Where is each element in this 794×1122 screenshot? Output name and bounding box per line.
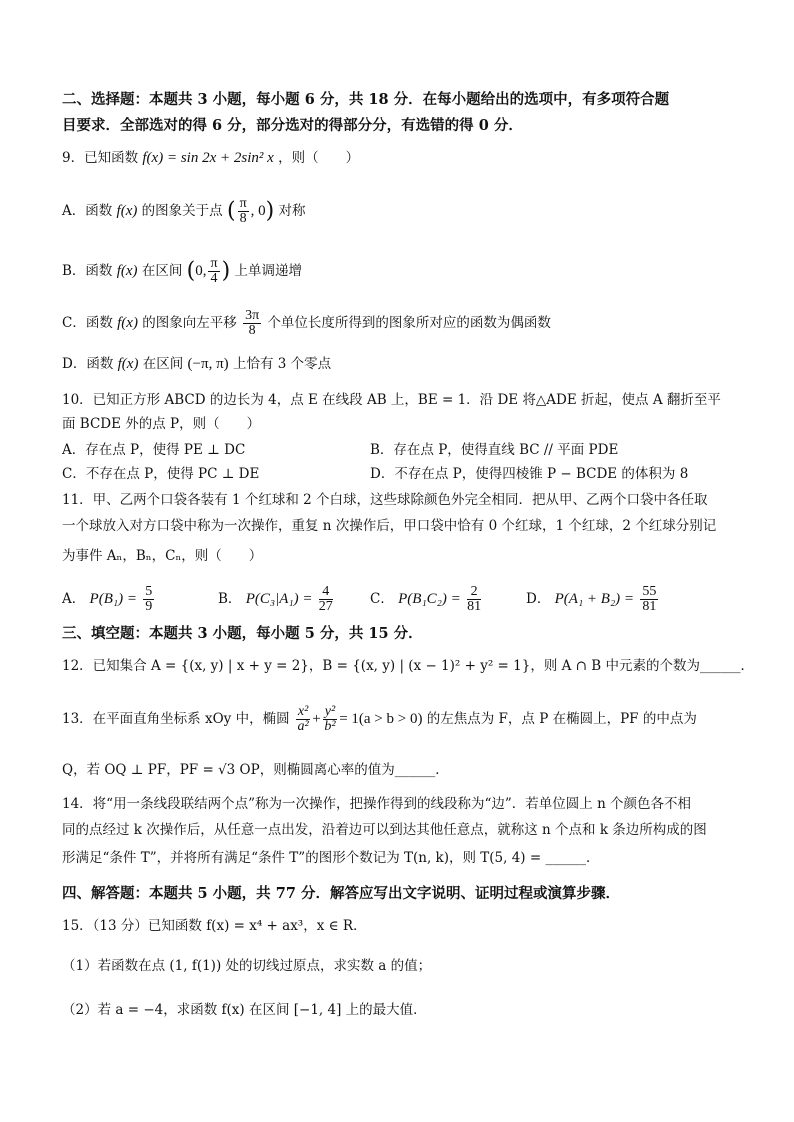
q11-b-fraction [319, 585, 333, 614]
q9-a-right-paren: ) [265, 198, 275, 224]
q9-b-prefix: B．函数 [62, 263, 113, 279]
q9-option-b [62, 254, 738, 289]
q9-b-denominator: 4 [210, 271, 218, 286]
q13-plus: + [312, 711, 321, 727]
q10-stem-line-2: 面 BCDE 外的点 P，则（ ） [62, 416, 261, 432]
q9-option-d [62, 354, 738, 374]
q11-d-denominator: 81 [642, 599, 657, 614]
q14-stem-line-3: 形满足“条件 T”，并将所有满足“条件 T”的图形个数记为 T(n, k)，则 T(5, 4) = ______． [62, 850, 600, 866]
q9-b-numerator: π [210, 256, 218, 271]
q9-stem [62, 148, 738, 168]
q9-c-fraction [243, 309, 261, 338]
q12-stem: 12．已知集合 A = {(x, y) | x + y = 2}，B = {(x, y) | (x − 1)² + y² = 1}，则 A ∩ B 中元素的个数为______． [62, 658, 754, 674]
q11-b-numerator: 4 [319, 585, 333, 600]
q11-a-fraction [143, 585, 154, 614]
q11-d-prefix: D． [526, 591, 551, 607]
q9-c-prefix: C．函数 [62, 315, 113, 331]
q9-a-suffix: 对称 [278, 203, 306, 219]
q13-x-numerator: x² [297, 704, 309, 719]
q15-stem: 15．（13 分）已知函数 f(x) = x⁴ + ax³，x ∈ R． [62, 918, 367, 934]
q11-d-expression: P(A₁ + B₂) = [554, 591, 635, 607]
q13-equation-rest: = 1(a > b > 0) [339, 711, 423, 727]
q11-d-fraction [640, 585, 658, 614]
q11-a-prefix: A． [62, 591, 86, 607]
q11-c-denominator: 81 [467, 599, 482, 614]
q9-b-left-paren: ( [186, 258, 196, 284]
q13-y-denominator: b² [324, 719, 336, 734]
q9-b-interval-left: 0, [195, 263, 207, 279]
q9-b-suffix: 上单调递增 [234, 263, 302, 279]
q9-a-point-rest: , 0 [250, 203, 266, 219]
q9-stem-suffix: ，则（ ） [278, 150, 360, 166]
q14-stem-line-1: 14．将“用一条线段联结两个点”称为一次操作，把操作得到的线段称为“边”．若单位圆上 n 个颜色各不相 [62, 796, 692, 812]
q13-text-suffix: 的左焦点为 F，点 P 在椭圆上，PF 的中点为 [426, 711, 697, 727]
q11-stem-line-3: 为事件 Aₙ，Bₙ，Cₙ，则（ ） [62, 548, 263, 564]
q10-option-d: D．不存在点 P，使得四棱锥 P − BCDE 的体积为 8 [370, 466, 689, 482]
q10-option-b: B．存在点 P，使得直线 BC // 平面 PDE [370, 442, 619, 458]
q13-fraction-y [323, 705, 337, 734]
q11-c-prefix: C． [370, 591, 394, 607]
q9-function: f(x) = sin 2x + 2sin² x [142, 150, 274, 166]
q9-c-suffix: 个单位长度所得到的图象所对应的函数为偶函数 [267, 315, 551, 331]
q11-b-expression: P(C₃|A₁) = [245, 591, 313, 607]
q10-stem-line-1: 10．已知正方形 ABCD 的边长为 4，点 E 在线段 AB 上，BE = 1．沿 DE 将△ADE 折起，使点 A 翻折至平 [62, 392, 721, 408]
q11-option-d [526, 582, 660, 616]
q9-stem-text: 9．已知函数 [62, 150, 139, 166]
q11-c-fraction [467, 585, 481, 614]
q11-c-numerator: 2 [467, 585, 481, 600]
section-2-heading-line-2: 目要求．全部选对的得 6 分，部分选对的得部分分，有选错的得 0 分． [62, 117, 523, 134]
q9-b-fraction [208, 257, 219, 286]
q9-d-interval: (−π, π) [187, 356, 229, 372]
q13-stem-line-2: Q，若 OQ ⊥ PF，PF = √3 OP，则椭圆离心率的值为______． [62, 762, 449, 778]
q9-d-suffix: 上恰有 3 个零点 [232, 356, 332, 372]
q11-c-expression: P(B₁C₂) = [398, 591, 461, 607]
q9-a-left-paren: ( [226, 198, 236, 224]
q11-a-numerator: 5 [145, 584, 153, 599]
q11-stem-line-1: 11．甲、乙两个口袋各装有 1 个红球和 2 个白球，这些球除颜色外完全相同．把从甲、乙两个口袋中各任取 [62, 492, 708, 508]
q13-fraction-x [296, 705, 310, 734]
q9-c-numerator: 3π [245, 308, 260, 323]
q10-option-a: A．存在点 P，使得 PE ⊥ DC [62, 442, 246, 458]
q15-part-1: （1）若函数在点 (1, f(1)) 处的切线过原点，求实数 a 的值； [62, 958, 432, 974]
q13-stem-line-1 [62, 702, 738, 736]
q11-a-denominator: 9 [145, 599, 153, 614]
q11-b-denominator: 27 [318, 599, 333, 614]
q11-option-b [218, 582, 335, 616]
q9-a-function: f(x) [116, 203, 138, 219]
q9-c-text: 的图象向左平移 [142, 315, 237, 331]
q9-b-right-paren: ) [221, 258, 231, 284]
q9-a-numerator: π [239, 196, 247, 211]
q13-x-denominator: a² [297, 719, 309, 734]
section-3-heading: 三、填空题：本题共 3 小题，每小题 5 分，共 15 分． [62, 625, 423, 642]
q9-d-text: 在区间 [142, 356, 184, 372]
q14-stem-line-2: 同的点经过 k 次操作后，从任意一点出发，沿着边可以到达其他任意点，就称这 n 个点和 k 条边所构成的图 [62, 822, 707, 838]
section-4-heading: 四、解答题：本题共 5 小题，共 77 分．解答应写出文字说明、证明过程或演算步骤． [62, 885, 620, 902]
q9-a-prefix: A．函数 [62, 203, 113, 219]
q11-d-numerator: 55 [642, 584, 657, 599]
q11-b-prefix: B． [218, 591, 242, 607]
q11-a-expression: P(B₁) = [89, 591, 137, 607]
q13-y-numerator: y² [324, 704, 336, 719]
q11-option-a [62, 582, 156, 616]
q9-option-c [62, 306, 738, 340]
q9-a-denominator: 8 [239, 211, 247, 226]
q15-part-2: （2）若 a = −4，求函数 f(x) 在区间 [−1, 4] 上的最大值． [62, 1002, 427, 1018]
q9-d-function: f(x) [117, 356, 139, 372]
q11-stem-line-2: 一个球放入对方口袋中称为一次操作，重复 n 次操作后，甲口袋中恰有 0 个红球，1 个红球，2 个红球分别记 [62, 518, 717, 534]
section-2-heading-line-1: 二、选择题：本题共 3 小题，每小题 6 分，共 18 分．在每小题给出的选项中，有多项符合题 [62, 91, 670, 108]
q9-d-prefix: D．函数 [62, 356, 114, 372]
q13-text: 13．在平面直角坐标系 xOy 中，椭圆 [62, 711, 290, 727]
q9-option-a [62, 194, 738, 229]
q9-a-fraction [238, 197, 249, 226]
q10-option-c: C．不存在点 P，使得 PC ⊥ DE [62, 466, 260, 482]
q11-option-c [370, 582, 483, 616]
q9-c-denominator: 8 [248, 323, 256, 338]
q9-b-function: f(x) [116, 263, 138, 279]
q9-c-function: f(x) [117, 315, 138, 331]
q9-a-text: 的图象关于点 [141, 203, 223, 219]
q9-b-text: 在区间 [141, 263, 183, 279]
